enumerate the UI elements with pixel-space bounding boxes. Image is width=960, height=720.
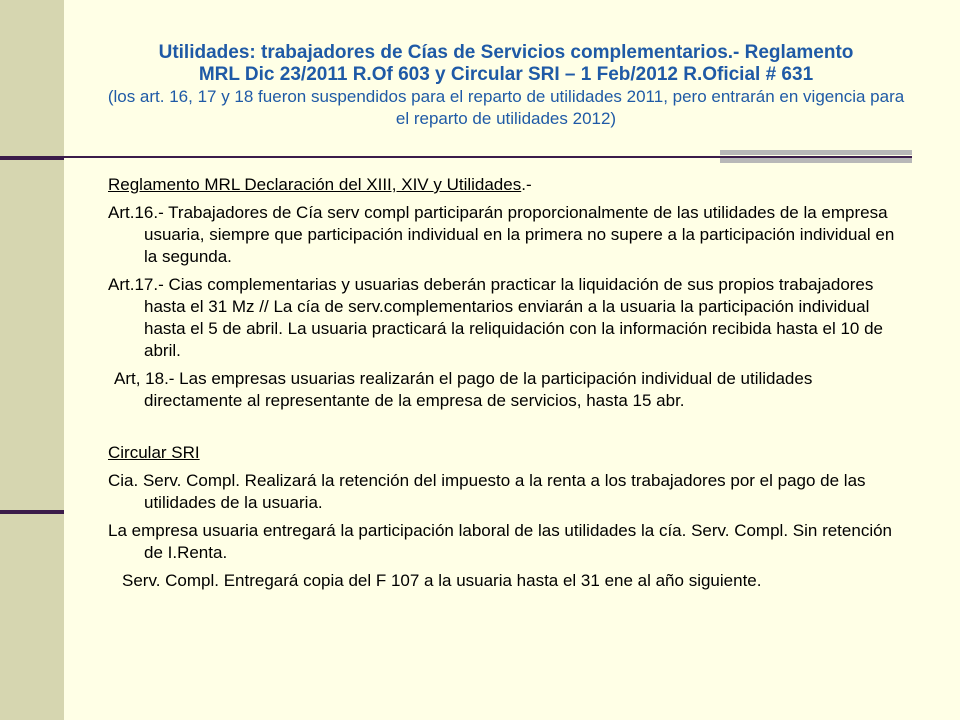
paragraph-circular-1: Cia. Serv. Compl. Realizará la retención del impuesto a la renta a los trabajadores por el pago de las utilidades de la usuaria. (108, 471, 866, 512)
slide-title (100, 42, 912, 130)
section-heading-reglamento-text: Reglamento MRL Declaración del XIII, XIV y Utilidades (108, 175, 522, 194)
sidebar-divider-bottom (0, 510, 64, 514)
section-heading-reglamento-suffix: .- (521, 175, 532, 194)
accent-bar-upper (720, 150, 912, 155)
section-gap (108, 418, 898, 442)
title-note: (los art. 16, 17 y 18 fueron suspendidos para el reparto de utilidades 2011, pero entrarán en vigencia para el reparto de utilidades 2012) (107, 87, 905, 128)
title-line-2: MRL Dic 23/2011 R.Of 603 y Circular SRI – 1 Feb/2012 R.Oficial # 631 (198, 64, 814, 85)
section-heading-circular-text: Circular SRI (108, 443, 200, 462)
title-rule-accent (720, 148, 912, 164)
paragraph-art-17: Art.17.- Cias complementarias y usuarias deberán practicar la liquidación de sus propios trabajadores hasta el 31 Mz // La cía de serv.complementarios enviarán a la usuaria la participación individual hasta el 5 de abril. La usuaria practicará la reliquidación con la información recibida hasta el 10 de abril. (108, 275, 883, 360)
accent-bar-lower (720, 158, 912, 163)
left-sidebar-band (0, 0, 64, 720)
section-heading-reglamento (108, 174, 898, 196)
paragraph-art-18: Art, 18.- Las empresas usuarias realizarán el pago de la participación individual de utilidades directamente al representante de la empresa de servicios, hasta 15 abr. (114, 369, 813, 410)
slide-body (108, 174, 898, 598)
title-line-1: Utilidades: trabajadores de Cías de Servicios complementarios.- Reglamento (158, 42, 854, 63)
section-heading-circular (108, 442, 898, 464)
paragraph-circular-2: La empresa usuaria entregará la participación laboral de las utilidades la cía. Serv. Compl. Sin retención de I.Renta. (108, 521, 893, 562)
paragraph-circular-3: Serv. Compl. Entregará copia del F 107 a la usuaria hasta el 31 ene al año siguiente. (122, 571, 762, 590)
paragraph-art-16: Art.16.- Trabajadores de Cía serv compl participarán proporcionalmente de las utilidades de la empresa usuaria, siempre que participación individual en la primera no supere a la participación individual en la segunda. (108, 203, 895, 266)
